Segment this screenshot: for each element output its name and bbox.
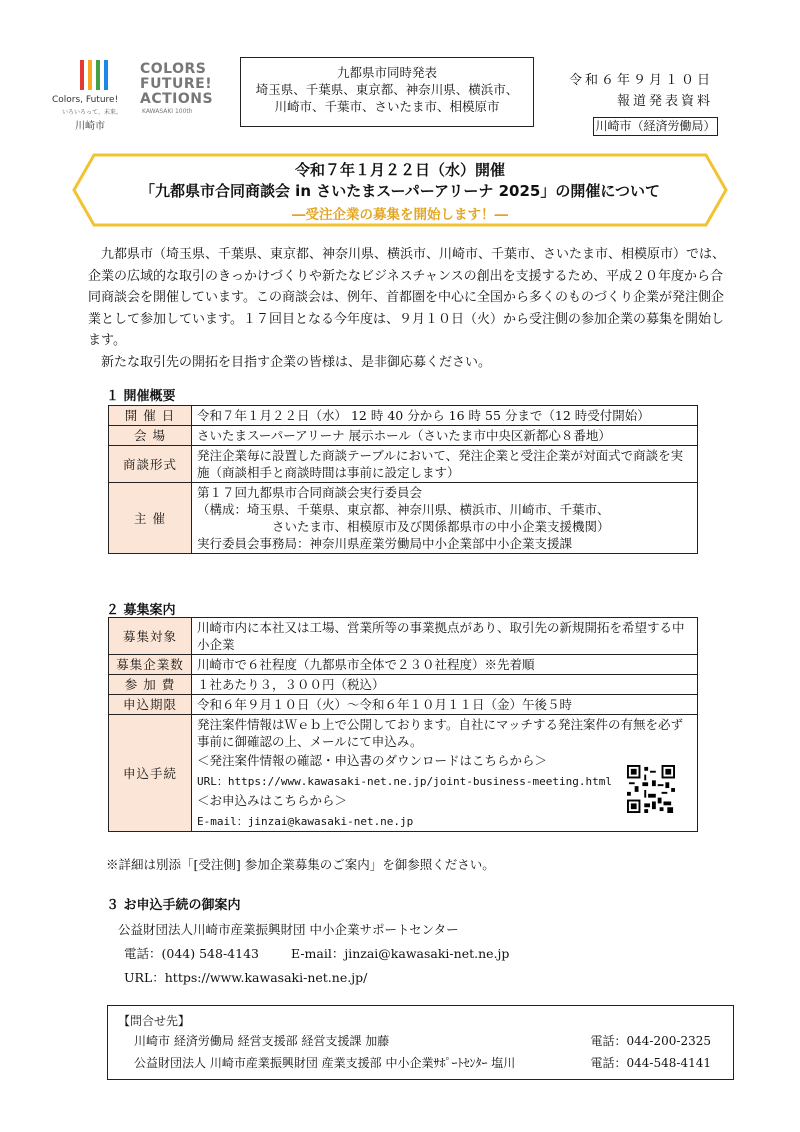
- table-row: [109, 618, 698, 655]
- organizer-line: （構成：埼玉県、千葉県、東京都、神奈川県、横浜市、川崎市、千葉市、: [197, 502, 610, 517]
- department-box: 川崎市（経済労働局）: [593, 117, 718, 136]
- logo-bar-yellow: [88, 60, 92, 90]
- contact-box: [107, 1005, 734, 1080]
- procedure-line: 発注案件情報はＷｅｂ上で公開しております。自社にマッチする発注案件の有無を必ず事前に御確認の上、メールにて申込み。: [197, 717, 684, 749]
- doc-type: 報道発表資料: [616, 94, 713, 109]
- procedure-email[interactable]: E-mail：jinzai@kawasaki-net.ne.jp: [197, 815, 414, 828]
- title-banner: [72, 153, 728, 227]
- intro-text: [88, 244, 728, 373]
- title-main: 「九都県市合同商談会 in さいたまスーパーアリーナ 2025」の開催について: [139, 182, 661, 200]
- row-value: [192, 715, 698, 832]
- logo-tagline: Colors, Future!: [52, 95, 119, 105]
- org-url[interactable]: URL：https://www.kawasaki-net.ne.jp/: [124, 970, 368, 985]
- contact-line: 公益財団法人 川崎市産業振興財団 産業支援部 中小企業ｻﾎﾟｰﾄｾﾝﾀｰ 塩川: [134, 1056, 516, 1070]
- org-name: 公益財団法人川崎市産業振興財団 中小企業サポートセンター: [118, 922, 459, 937]
- org-phone: 電話：(044) 548-4143: [124, 946, 259, 961]
- logo-city-name: 川崎市: [75, 121, 105, 132]
- row-label: 主 催: [109, 483, 192, 554]
- contact-phone: 電話：044-548-4141: [590, 1056, 711, 1070]
- logo-bar-blue: [104, 60, 108, 90]
- release-info: [563, 70, 713, 112]
- cfa-line: ACTIONS: [140, 91, 214, 107]
- row-label: 参 加 費: [109, 675, 192, 695]
- row-value: 令和６年９月１０日（火）～令和６年１０月１１日（金）午後５時: [192, 695, 698, 715]
- contact-line: 川崎市 経済労働局 経営支援部 経営支援課 加藤: [134, 1034, 390, 1048]
- procedure-url[interactable]: URL：https://www.kawasaki-net.ne.jp/joint-business-meeting.html: [197, 775, 612, 788]
- logo-bar-red: [80, 60, 84, 90]
- overview-table: [108, 405, 698, 554]
- row-label: 申込期限: [109, 695, 192, 715]
- organizer-line: 第１７回九都県市合同商談会実行委員会: [197, 485, 423, 500]
- joint-title: 九都県市同時発表: [336, 65, 437, 80]
- table-row: [109, 406, 698, 426]
- procedure-line: ＜お申込みはこちらから＞: [197, 793, 348, 808]
- organizer-line: さいたま市、相模原市及び関係都県市の中小企業支援機関）: [272, 519, 610, 534]
- table-row: [109, 695, 698, 715]
- title-subtitle: ―受注企業の募集を開始します！―: [292, 207, 508, 223]
- table-row: [109, 483, 698, 554]
- logo-tagline-jp: いろいろって、未来。: [62, 109, 122, 116]
- joint-line: 川崎市、千葉市、さいたま市、相模原市: [274, 99, 500, 114]
- row-label: 募集対象: [109, 618, 192, 655]
- table-row: [109, 715, 698, 832]
- section-heading-overview: １ 開催概要: [106, 389, 176, 404]
- cfa-subtitle: KAWASAKI 100th: [142, 108, 193, 115]
- intro-paragraph: 新たな取引先の開拓を目指す企業の皆様は、是非御応募ください。: [101, 354, 492, 370]
- qr-code-icon[interactable]: [627, 765, 675, 813]
- colors-future-logo: [80, 60, 116, 90]
- table-row: [109, 446, 698, 483]
- table-row: [109, 655, 698, 675]
- joint-line: 埼玉県、千葉県、東京都、神奈川県、横浜市、: [255, 82, 519, 97]
- logo-bar-green: [96, 60, 100, 90]
- org-email[interactable]: E-mail：jinzai@kawasaki-net.ne.jp: [290, 946, 510, 961]
- procedure-line: ＜発注案件情報の確認・申込書のダウンロードはこちらから＞: [197, 753, 548, 768]
- intro-paragraph: 九都県市（埼玉県、千葉県、東京都、神奈川県、横浜市、川崎市、千葉市、さいたま市、相模原市）では、企業の広域的な取引のきっかけづくりや新たなビジネスチャンスの創出を支援するため、平成２０年度から合同商談会を開催しています。この商談会は、例年、首都圏を中心に全国から多くのものづくり企業が発注側企業として参加しています。１７回目となる今年度は、９月１０日（火）から受注側の参加企業の募集を開始します。: [88, 247, 726, 348]
- row-value: 発注企業毎に設置した商談テーブルにおいて、発注企業と受注企業が対面式で商談を実施（商談相手と商談時間は事前に設定します）: [192, 446, 698, 483]
- section-heading-application: ３ お申込手続の御案内: [106, 898, 241, 913]
- cfa-line: COLORS: [140, 61, 207, 77]
- row-label: 募集企業数: [109, 655, 192, 675]
- contact-title: 【問合せ先】: [118, 1014, 191, 1028]
- row-value: さいたまスーパーアリーナ 展示ホール（さいたま市中央区新都心８番地）: [192, 426, 698, 446]
- row-value: 川崎市で６社程度（九都県市全体で２３０社程度）※先着順: [192, 655, 698, 675]
- row-label: 会 場: [109, 426, 192, 446]
- table-row: [109, 675, 698, 695]
- row-label: 商談形式: [109, 446, 192, 483]
- table-row: [109, 426, 698, 446]
- row-value: １社あたり３，３００円（税込）: [192, 675, 698, 695]
- row-value: 令和７年１月２２日（水） 12 時 40 分から 16 時 55 分まで（12 時受付開始）: [192, 406, 698, 426]
- row-label: 申込手続: [109, 715, 192, 832]
- row-value: [192, 483, 698, 554]
- org-contact: [118, 942, 509, 966]
- recruitment-table: [108, 617, 698, 832]
- cfa-logo: [140, 62, 213, 107]
- organizer-line: 実行委員会事務局：神奈川県産業労働局中小企業部中小企業支援課: [197, 536, 573, 551]
- section-heading-recruitment: ２ 募集案内: [106, 603, 176, 618]
- contact-phone: 電話：044-200-2325: [590, 1034, 711, 1048]
- application-info: [118, 918, 509, 990]
- row-value: 川崎市内に本社又は工場、営業所等の事業拠点があり、取引先の新規開拓を希望する中小企業: [192, 618, 698, 655]
- joint-announcement-box: [240, 57, 534, 127]
- cfa-line: FUTURE!: [140, 76, 213, 92]
- details-note: ※詳細は別添「[受注側] 参加企業募集のご案内」を御参照ください。: [106, 857, 495, 872]
- row-label: 開 催 日: [109, 406, 192, 426]
- title-date: 令和７年１月２２日（水）開催: [294, 161, 505, 179]
- release-date: 令和６年９月１０日: [568, 73, 713, 88]
